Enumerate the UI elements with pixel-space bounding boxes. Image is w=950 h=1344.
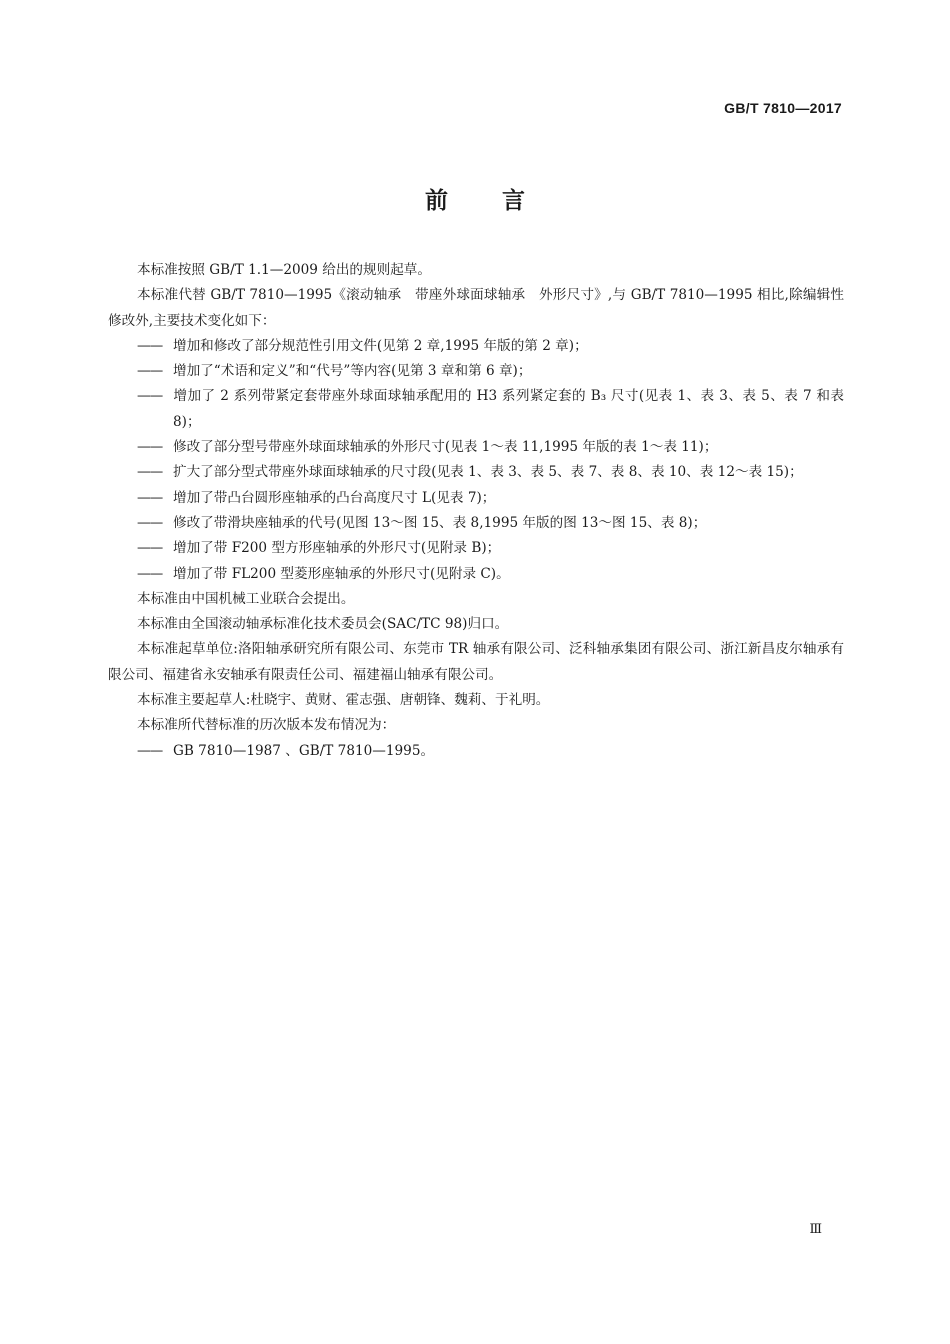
change-item: —— 修改了带滑块座轴承的代号(见图 13～图 15、表 8,1995 年版的图 13～图 15、表 8)； [108,511,844,536]
change-item: —— 增加了 2 系列带紧定套带座外球面球轴承配用的 H3 系列紧定套的 B₃ 尺寸(见表 1、表 3、表 5、表 7 和表 8)； [108,384,844,435]
dash: —— [137,439,163,456]
change-item: —— 增加了“术语和定义”和“代号”等内容(见第 3 章和第 6 章)； [108,359,844,384]
dash: —— [137,337,163,354]
dash: —— [137,514,163,531]
dash: —— [137,464,163,481]
paragraph-committee: 本标准由全国滚动轴承标准化技术委员会(SAC/TC 98)归口。 [137,616,509,633]
change-item: —— 增加了带 FL200 型菱形座轴承的外形尺寸(见附录 C)。 [108,562,844,587]
paragraph-drafting-rules: 本标准按照 GB/T 1.1—2009 给出的规则起草。 [137,262,431,278]
history-item: —— GB 7810—1987 、GB/T 7810—1995。 [108,739,844,764]
foreword-body [108,258,844,764]
dash: —— [137,388,163,405]
standard-code: GB/T 7810—2017 [724,100,842,116]
change-item: —— 修改了部分型号带座外球面球轴承的外形尺寸(见表 1～表 11,1995 年版的表 1～表 11)； [108,435,844,460]
title-char-2: 言 [502,188,525,214]
page-title [0,182,950,215]
paragraph-replacement: 本标准代替 GB/T 7810—1995《滚动轴承 带座外球面球轴承 外形尺寸》,与 GB/T 7810—1995 相比,除编辑性修改外,主要技术变化如下： [108,287,844,329]
paragraph-proposer: 本标准由中国机械工业联合会提出。 [137,590,355,607]
change-item: —— 增加了带凸台圆形座轴承的凸台高度尺寸 L(见表 7)； [108,486,844,511]
dash: —— [137,489,163,506]
dash: —— [137,363,163,380]
change-item: —— 增加和修改了部分规范性引用文件(见第 2 章,1995 年版的第 2 章)； [108,334,844,359]
change-item: —— 增加了带 F200 型方形座轴承的外形尺寸(见附录 B)； [108,536,844,561]
paragraph-drafting-units: 本标准起草单位:洛阳轴承研究所有限公司、东莞市 TR 轴承有限公司、泛科轴承集团有限公司、浙江新昌皮尔轴承有限公司、福建省永安轴承有限责任公司、福建福山轴承有限公司。 [108,641,844,683]
page-number: Ⅲ [809,1222,822,1237]
paragraph-history-intro: 本标准所代替标准的历次版本发布情况为： [137,717,396,734]
change-item: —— 扩大了部分型式带座外球面球轴承的尺寸段(见表 1、表 3、表 5、表 7、表 8、表 10、表 12～表 15)； [108,460,844,485]
paragraph-drafters: 本标准主要起草人:杜晓宇、黄财、霍志强、唐朝锋、魏莉、于礼明。 [137,692,550,709]
title-char-1: 前 [425,188,448,214]
dash: —— [137,742,163,759]
dash: —— [137,565,163,582]
dash: —— [137,540,163,557]
